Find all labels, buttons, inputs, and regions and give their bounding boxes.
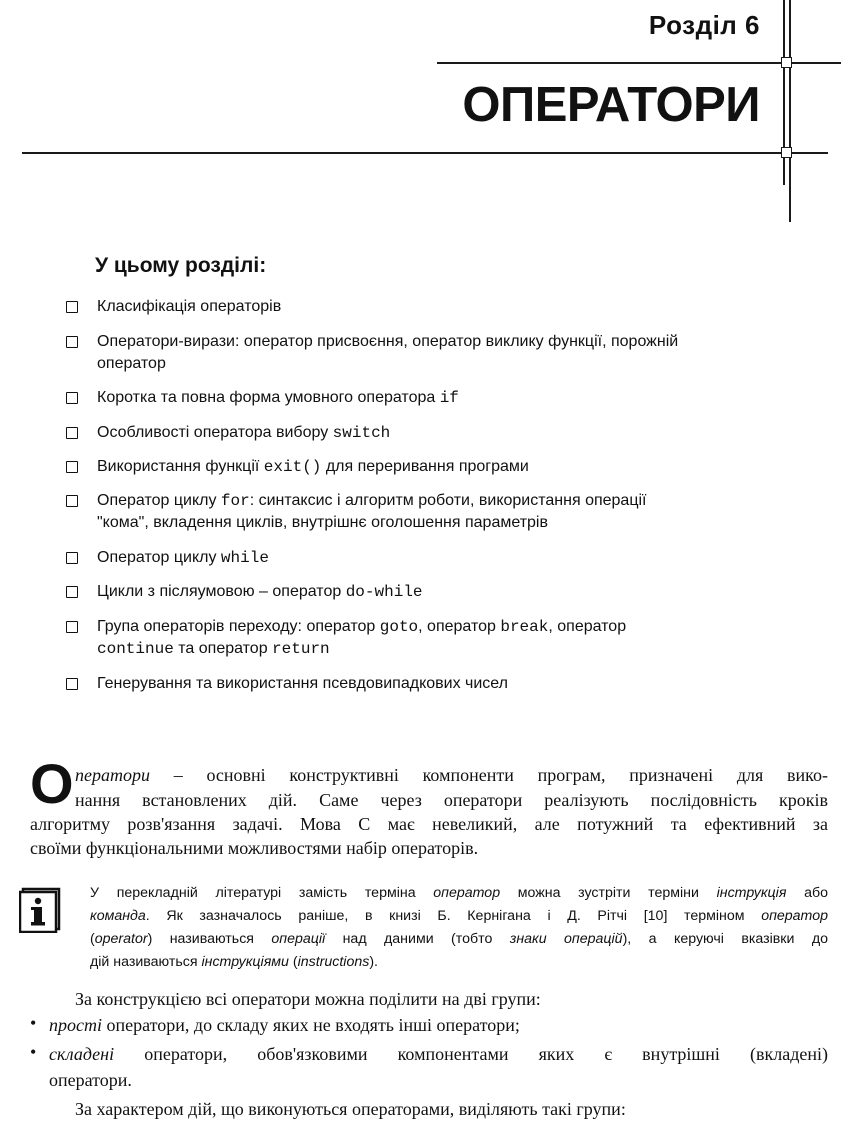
checkbox-icon [66,336,78,348]
bullet-term: складені [49,1044,115,1064]
checkbox-icon [66,621,78,633]
toc-item-text-cont: оператор [97,355,166,372]
code-keyword: continue [97,640,174,658]
code-keyword: while [220,549,269,567]
toc-item-text: : синтаксис і алгоритм роботи, використання операції [249,492,647,509]
intro-term: ператори [75,765,150,785]
bullet-term: прості [49,1015,102,1035]
frame-vertical-line-2 [789,0,791,222]
code-keyword: switch [332,424,391,442]
drop-cap: О [30,752,74,815]
toc-item-text: для переривання програми [321,458,529,475]
toc-item-text: Оператор циклу [97,549,221,566]
toc-item-text: Оператори-вирази: оператор присвоєння, оператор виклику функції, порожній [97,333,679,350]
toc-item-text: Група операторів переходу: оператор [97,618,380,635]
frame-horizontal-line-2 [22,152,828,154]
checkbox-icon [66,461,78,473]
frame-corner-square-top [781,57,792,68]
chapter-title: ОПЕРАТОРИ [462,78,760,132]
checkbox-icon [66,392,78,404]
body-paragraph-1: За конструкцією всі оператори можна поділити на дві групи: [75,989,541,1009]
toc-item-text: Цикли з післяумовою – оператор [97,583,346,600]
toc-item-text: , оператор [418,618,501,635]
intro-line-1 [75,764,828,786]
toc-item-text: Оператор циклу [97,492,221,509]
chapter-label: Розділ 6 [648,10,760,40]
checkbox-icon [66,301,78,313]
intro-line-2: нання встановлених дій. Саме через оператори реалізують послідовність кроків [75,790,828,810]
toc-item-text: Генерування та використання псевдовипадкових чисел [97,675,509,692]
toc-item-text: та оператор [173,640,273,657]
note-line-3: (operator) називаються операції над даними (тобто знаки операцій), а керуючі вказівки до [90,931,829,947]
code-keyword: goto [379,618,419,636]
toc-item-text-cont: "кома", вкладення циклів, внутрішнє оголошення параметрів [97,514,548,531]
checkbox-icon [66,552,78,564]
note-line-2: команда. Як зазначалось раніше, в книзі Б. Кернігана і Д. Рітчі [10] терміном оператор [90,908,828,924]
checkbox-icon [66,427,78,439]
code-keyword: break [500,618,549,636]
checkbox-icon [66,495,78,507]
bullet-text: оператори, до складу яких не входять інші оператори; [102,1015,520,1035]
bullet-dot: • [30,1013,37,1033]
code-keyword: if [439,389,459,407]
note-line-1: У перекладній літературі замість терміна оператор можна зустріти терміни інструкція або [90,885,828,901]
note-line-4: дій називаються інструкціями (instructions). [90,954,378,970]
toc-item-text: Коротка та повна форма умовного оператора [97,389,440,406]
code-keyword: return [272,640,330,658]
bullet-text: оператори, обов'язковими компонентами яких є внутрішні (вкладені) [114,1044,828,1064]
bullet-dot: • [30,1042,37,1062]
toc-item-text: Класифікація операторів [97,298,282,315]
code-keyword: exit() [263,458,322,476]
intro-line-4: своїми функціональними можливостями набір операторів. [30,838,479,858]
frame-corner-square-bottom [781,147,792,158]
code-keyword: do-while [345,583,423,601]
intro-line-3: алгоритму розв'язання задачі. Мова С має невеликий, але потужний та ефективний за [30,814,828,834]
bullet-item-2 [49,1042,828,1066]
info-icon [19,887,61,933]
toc-heading: У цьому розділі: [95,254,267,277]
bullet-item-1 [49,1013,520,1037]
checkbox-icon [66,678,78,690]
code-keyword: for [220,492,250,510]
toc-item-text: Використання функції [97,458,264,475]
checkbox-icon [66,586,78,598]
toc-item-text: , оператор [548,618,627,635]
bullet-item-2-cont: оператори. [49,1070,132,1090]
body-paragraph-2: За характером дій, що виконуються операторами, виділяють такі групи: [75,1099,626,1119]
intro-text: – основні конструктивні компоненти програм, призначені для вико- [150,765,828,785]
toc-item-text: Особливості оператора вибору [97,424,333,441]
